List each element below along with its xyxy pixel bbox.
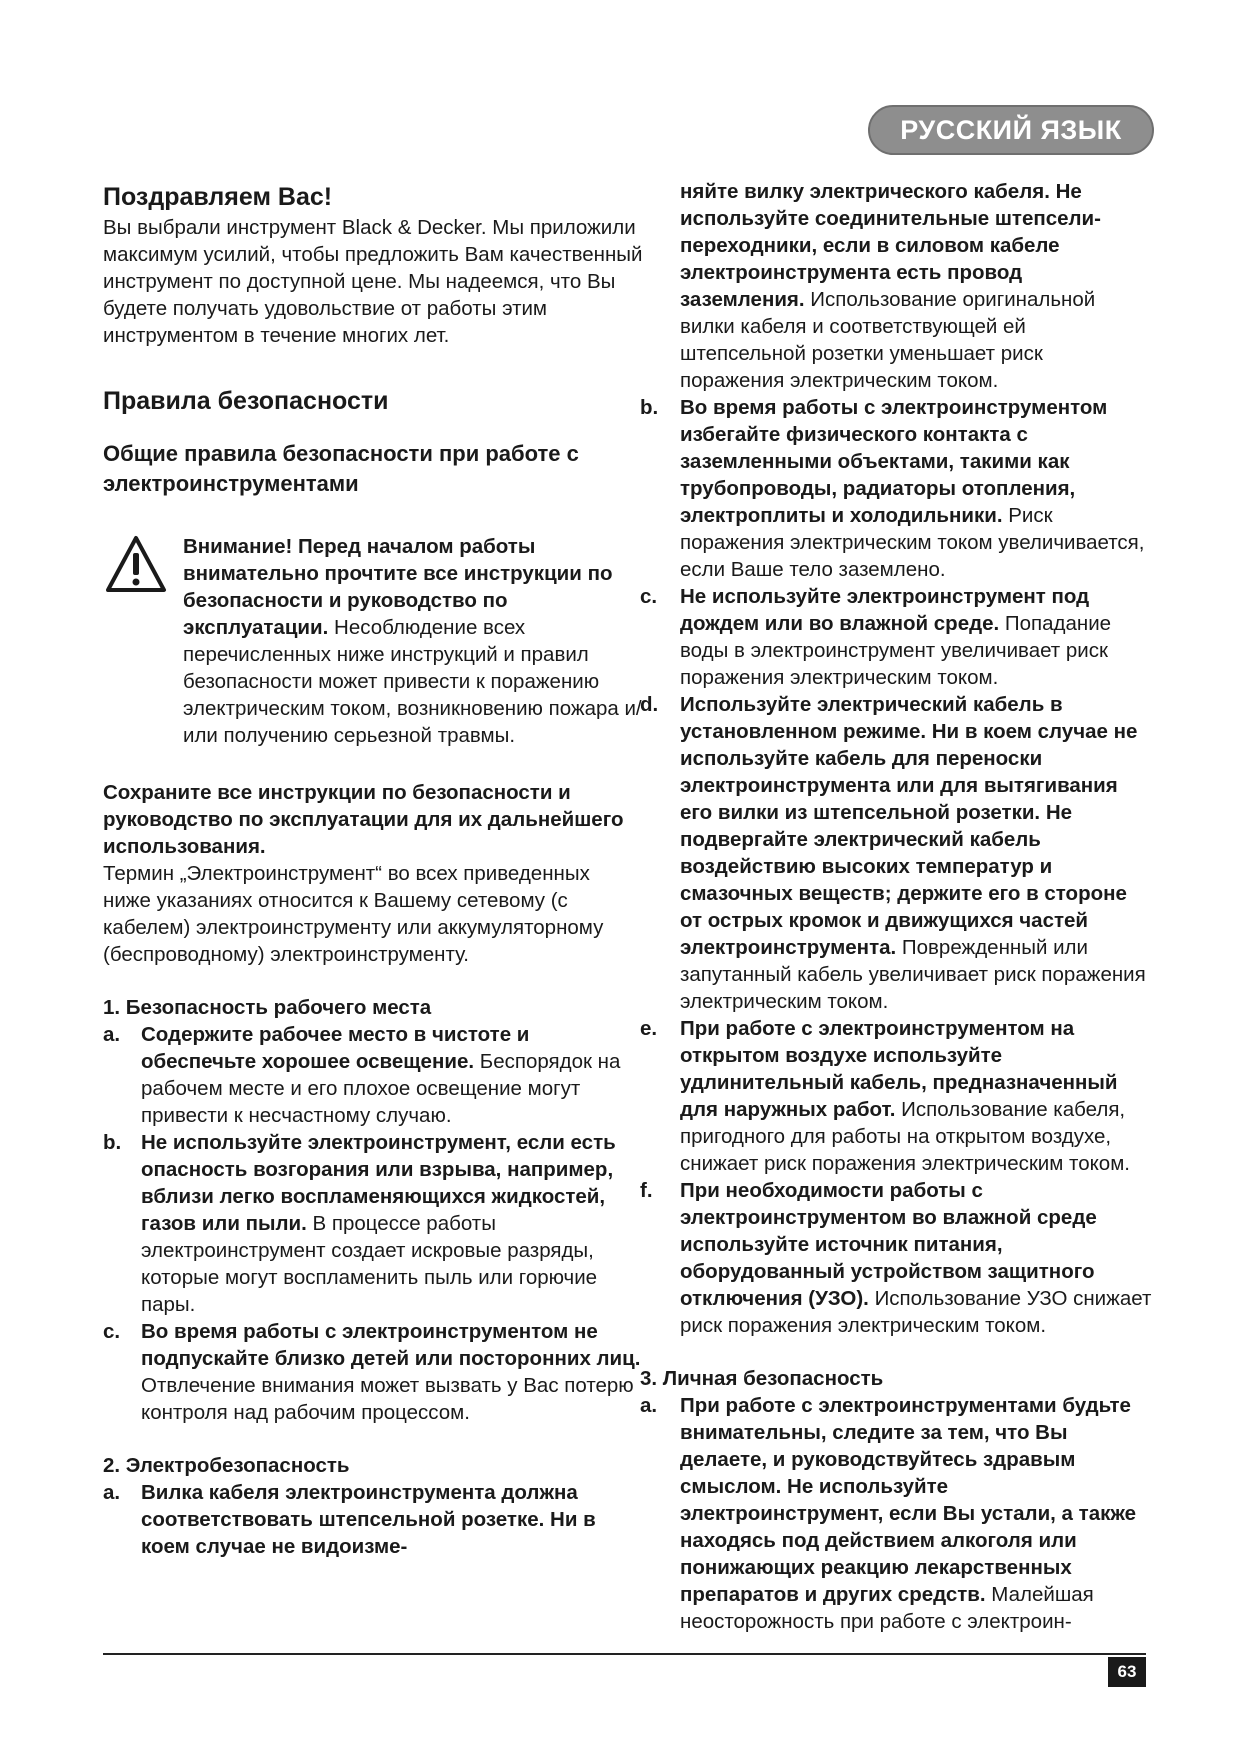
item-bold: При работе с электроинструментом на открытом воздухе используйте удлинительный кабель, предназначенный для наружных работ. (680, 1017, 1118, 1121)
item-marker: e. (640, 1017, 658, 1040)
item-bold: Используйте электрический кабель в установленном режиме. Ни в коем случае не используйте кабель для переноски электроинструмента или для вытягивания его вилки из штепсельной розетки. Не подвергайте электрический кабель воздействию высоких температур и смазочных веществ; держите его в стороне от острых кромок и движущихся частей электроинструмента. (680, 693, 1138, 959)
item-bold: При работе с электроинструментами будьте внимательны, следите за тем, что Вы делаете, и руководствуйтесь здравым смыслом. Не используйте электроинструмент, если Вы устали, а также находясь под действием алкоголя или понижающих реакцию лекарственных препаратов и других средств. (680, 1394, 1137, 1606)
page-number: 63 (1108, 1657, 1146, 1687)
list-item-continuation (640, 178, 1152, 394)
item-marker: d. (640, 693, 659, 716)
item-marker: b. (103, 1131, 122, 1154)
item-bold: Во время работы с электроинструментом избегайте физического контакта с заземленными объектами, такими как трубопроводы, радиаторы отопления, электроплиты и холодильники. (680, 396, 1108, 527)
left-column (103, 182, 643, 1560)
general-safety-heading: Общие правила безопасности при работе с электроинструментами (103, 441, 579, 496)
item-marker: c. (640, 585, 658, 608)
item-bold: При необходимости работы с электроинструментом во влажной среде используйте источник питания, оборудованный устройством защитного отключения (УЗО). (680, 1179, 1097, 1310)
right-column (640, 178, 1152, 1635)
item-bold: Вилка кабеля электроинструмента должна соответствовать штепсельной розетке. Ни в коем случае не видоизме- (141, 1481, 596, 1558)
intro-paragraph: Вы выбрали инструмент Black & Decker. Мы приложили максимум усилий, чтобы предложить Вам качественный инструмент по доступной цене. Мы надеемся, что Вы будете получать удовольствие от работы этим инструментом в течение многих лет. (103, 216, 643, 347)
item-bold: Не используйте электроинструмент под дождем или во влажной среде. (680, 585, 1090, 635)
list-item (640, 583, 1152, 691)
personal-heading: 3. Личная безопасность (640, 1367, 884, 1390)
list-item (640, 1392, 1152, 1635)
warning-triangle-icon (105, 535, 167, 593)
item-text: Попадание воды в электроинструмент увеличивает риск поражения электрическим током. (680, 612, 1112, 689)
item-bold: Во время работы с электроинструментом не подпускайте близко детей или посторонних лиц. (141, 1320, 641, 1370)
warning-block (103, 533, 643, 749)
item-text: Использование оригинальной вилки кабеля и соответствующей ей штепсельной розетки уменьшает риск поражения электрическим током. (680, 288, 1096, 392)
term-paragraph: Термин „Электроинструмент“ во всех приведенных ниже указаниях относится к Вашему сетевому (с кабелем) электроинструменту или аккумуляторному (беспроводному) электроинструменту. (103, 862, 604, 966)
footer-rule (103, 1653, 1146, 1655)
language-badge: РУССКИЙ ЯЗЫК (868, 105, 1154, 155)
item-marker: a. (640, 1394, 658, 1417)
item-text: Малейшая неосторожность при работе с электроин- (680, 1583, 1094, 1633)
list-item (640, 394, 1152, 583)
item-text: Риск поражения электрическим током увеличивается, если Ваше тело заземлено. (680, 504, 1145, 581)
warning-body: Несоблюдение всех перечисленных ниже инструкций и правил безопасности может привести к поражению электрическим током, возникновению пожара и/или получению серьезной травмы. (183, 616, 642, 747)
workplace-heading: 1. Безопасность рабочего места (103, 996, 432, 1019)
list-item (103, 1318, 643, 1426)
list-item (640, 691, 1152, 1015)
safety-heading: Правила безопасности (103, 387, 389, 415)
item-text: Использование кабеля, пригодного для работы на открытом воздухе, снижает риск поражения электрическим током. (680, 1098, 1130, 1175)
warning-bold: Внимание! Перед началом работы внимательно прочтите все инструкции по безопасности и руководство по эксплуатации. (183, 535, 613, 639)
item-text: Поврежденный или запутанный кабель увеличивает риск поражения электрическим током. (680, 936, 1146, 1013)
list-item (103, 1129, 643, 1318)
list-item (640, 1177, 1152, 1339)
list-item (103, 1021, 643, 1129)
electric-heading: 2. Электробезопасность (103, 1454, 350, 1477)
item-marker: c. (103, 1320, 121, 1343)
list-item (640, 1015, 1152, 1177)
item-marker: a. (103, 1481, 121, 1504)
item-marker: b. (640, 396, 659, 419)
item-text: Беспорядок на рабочем месте и его плохое освещение могут привести к несчастному случаю. (141, 1050, 621, 1127)
list-item (103, 1479, 643, 1560)
item-text: Отвлечение внимания может вызвать у Вас потерю контроля над рабочим процессом. (141, 1374, 634, 1424)
warning-text (183, 533, 643, 749)
item-bold: Не используйте электроинструмент, если есть опасность возгорания или взрыва, например, вблизи легко воспламеняющихся жидкостей, газов или пыли. (141, 1131, 616, 1235)
item-text: В процессе работы электроинструмент создает искровые разряды, которые могут воспламенить пыль или горючие пары. (141, 1212, 598, 1316)
item-bold: Содержите рабочее место в чистоте и обеспечьте хорошее освещение. (141, 1023, 530, 1073)
item-marker: f. (640, 1179, 653, 1202)
page-title: Поздравляем Вас! (103, 183, 333, 211)
save-instructions: Сохраните все инструкции по безопасности и руководство по эксплуатации для их дальнейшего использования. (103, 781, 624, 858)
item-marker: a. (103, 1023, 121, 1046)
item-text: Использование УЗО снижает риск поражения электрическим током. (680, 1287, 1152, 1337)
item-bold: няйте вилку электрического кабеля. Не используйте соединительные штепсели-переходники, если в силовом кабеле электроинструмента есть провод заземления. (680, 180, 1101, 311)
